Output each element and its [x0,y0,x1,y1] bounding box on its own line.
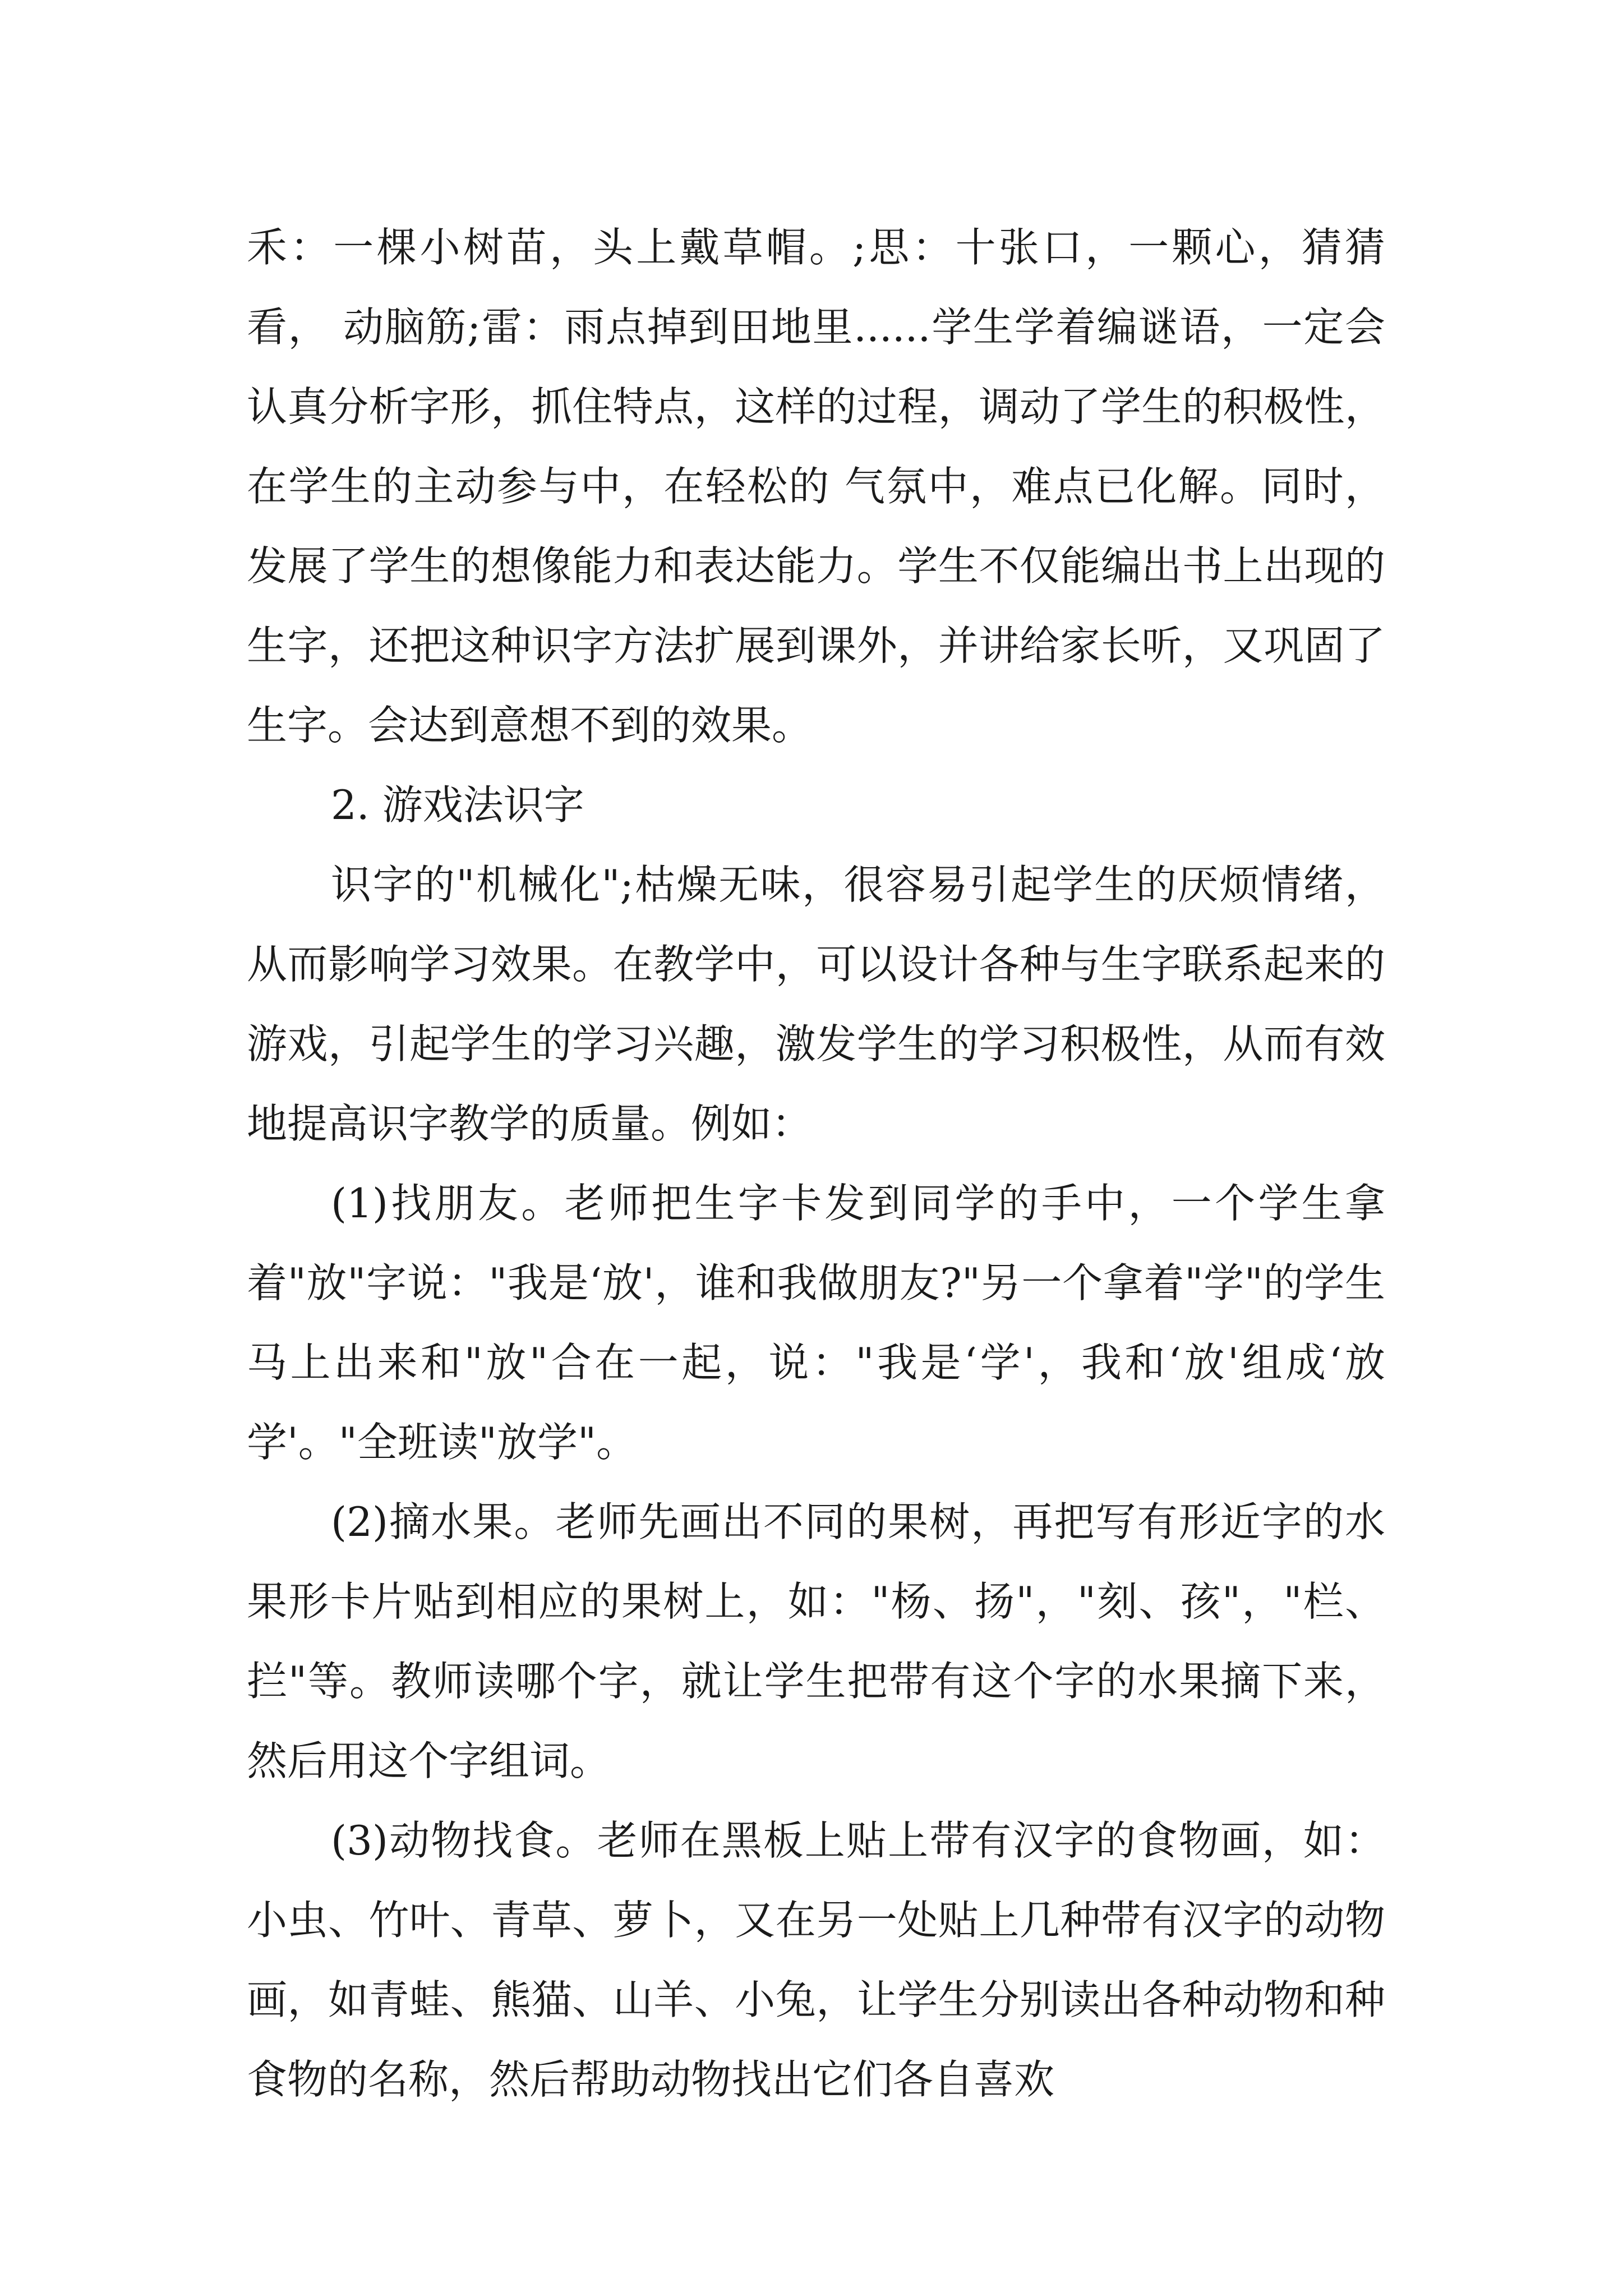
section-heading-game-method: 2. 游戏法识字 [331,781,584,829]
paragraph-find-friends: (1)找朋友。老师把生字卡发到同学的手中，一个学生拿着"放"字说："我是‘放'，谁和我做朋友?"另一个拿着"学"的学生马上出来和"放"合在一起，说："我是‘学'，我和‘放'组成‘放学'。"全班读"放学"。 [247,1180,1385,1466]
paragraph-pick-fruit: (2)摘水果。老师先画出不同的果树，再把写有形近字的水果形卡片贴到相应的果树上，如："杨、扬"，"刻、孩"，"栏、拦"等。教师读哪个字，就让学生把带有这个字的水果摘下来，然后用这个字组词。 [247,1498,1385,1784]
paragraph-game-method-intro: 识字的"机械化";枯燥无味，很容易引起学生的厌烦情绪，从而影响学习效果。在教学中，可以设计各种与生字联系起来的游戏，引起学生的学习兴趣，激发学生的学习积极性，从而有效地提高识字教学的质量。例如： [247,861,1385,1147]
document-body [247,208,1385,2119]
paragraph-riddle-method-continued: 禾：一棵小树苗，头上戴草帽。;思：十张口，一颗心，猜猜看， 动脑筋;雷：雨点掉到田地里......学生学着编谜语，一定会认真分析字形，抓住特点，这样的过程，调动了学生的积极性，在学生的主动参与中，在轻松的 气氛中，难点已化解。同时，发展了学生的想像能力和表达能力。学生不仅能编出书上出现的生字，还把这种识字方法扩展到课外，并讲给家长听，又巩固了生字。会达到意想不到的效果。 [247,224,1385,749]
paragraph-animals-find-food: (3)动物找食。老师在黑板上贴上带有汉字的食物画，如：小虫、竹叶、青草、萝卜，又在另一处贴上几种带有汉字的动物画，如青蛙、熊猫、山羊、小兔，让学生分别读出各种动物和种食物的名称，然后帮助动物找出它们各自喜欢 [247,1817,1385,2103]
